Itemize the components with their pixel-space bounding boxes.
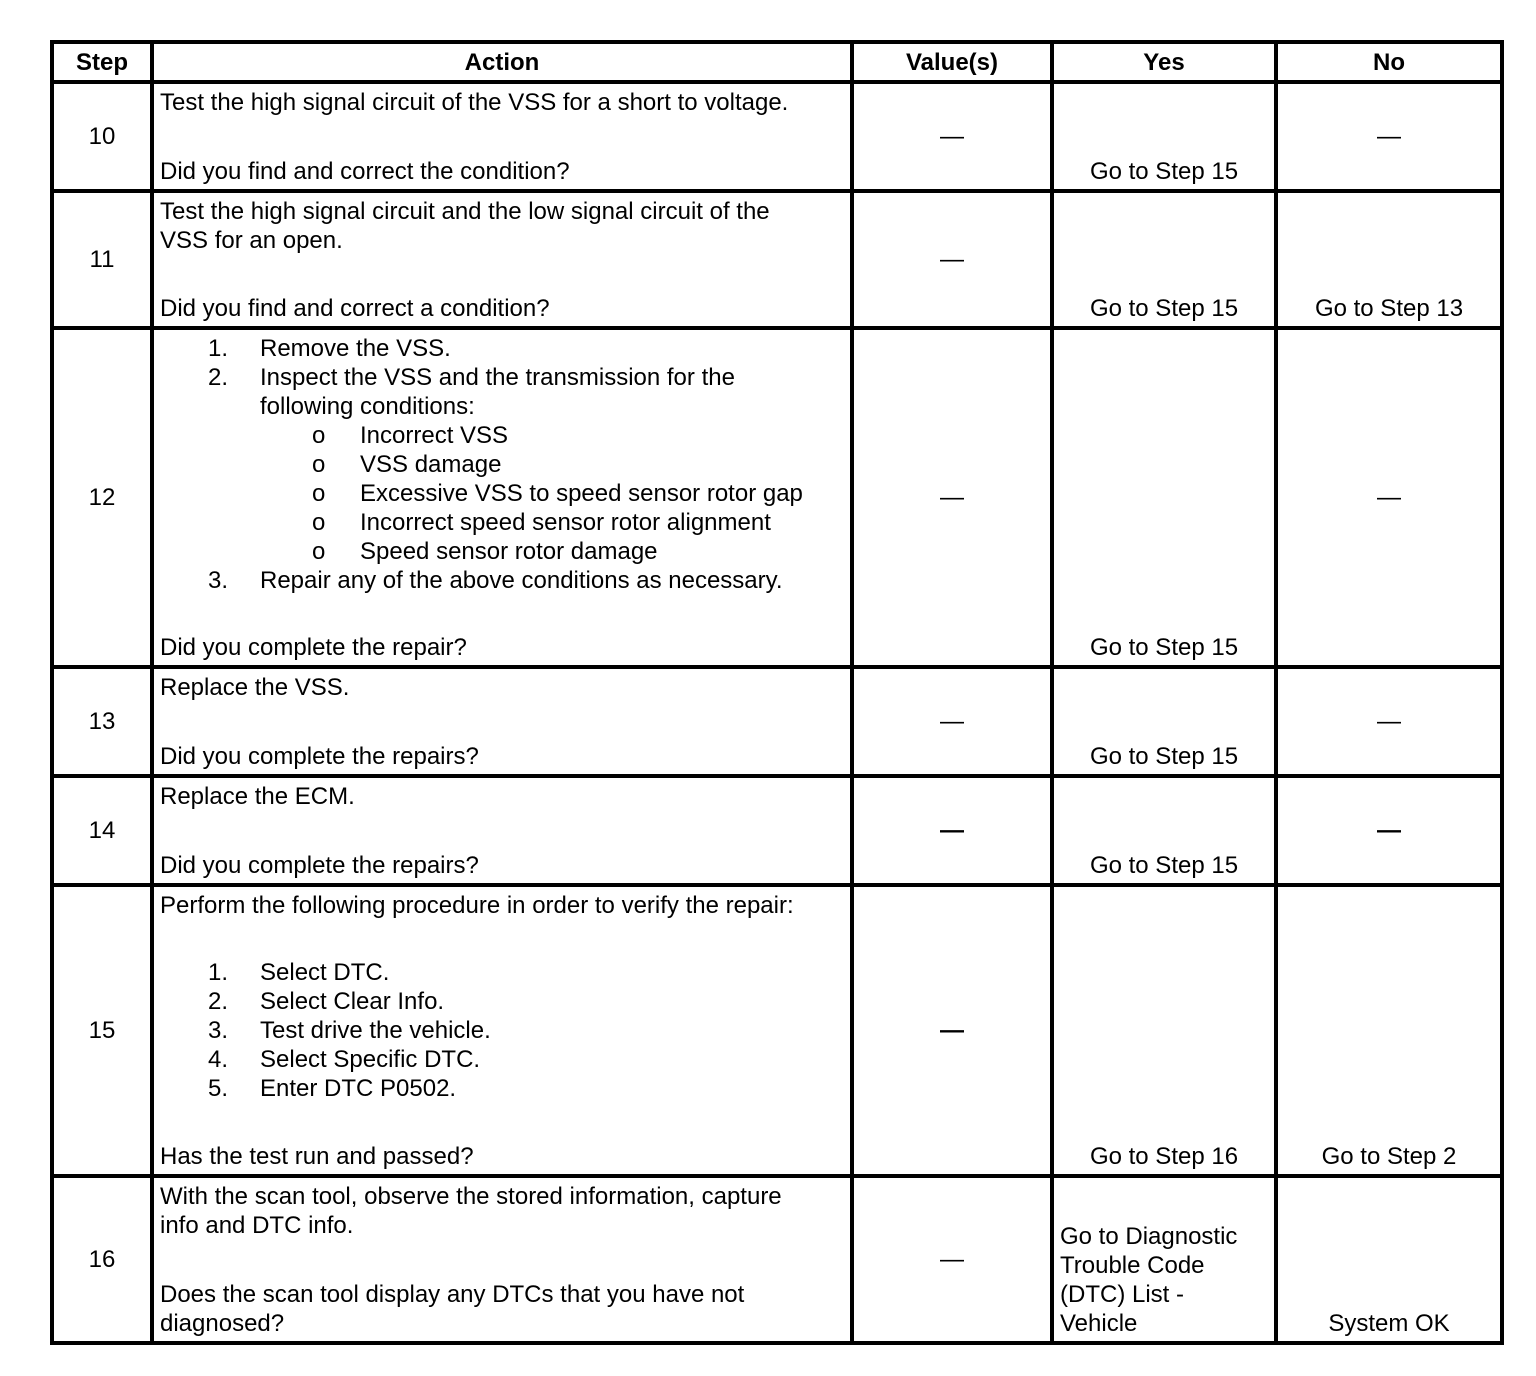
bullet-text: Incorrect VSS	[360, 422, 509, 449]
bullet-item	[160, 508, 844, 537]
no-cell: —	[1276, 328, 1502, 667]
action-question: Does the scan tool display any DTCs that you have not diagnosed?	[160, 1281, 745, 1337]
bullet-text: VSS damage	[360, 451, 502, 478]
value-cell: —	[852, 82, 1052, 191]
no-cell: Go to Step 2	[1276, 885, 1502, 1176]
list-text: Select Clear Info.	[260, 988, 445, 1015]
list-number: 2.	[208, 988, 229, 1015]
yes-cell	[1052, 1176, 1276, 1343]
step-number: 10	[52, 82, 152, 191]
step-number: 13	[52, 667, 152, 776]
no-cell: System OK	[1276, 1176, 1502, 1343]
action-text: Test the high signal circuit and the low signal circuit of the VSS for an open.	[160, 198, 770, 254]
table-row	[52, 328, 1502, 667]
header-no: No	[1276, 42, 1502, 82]
yes-cell: Go to Step 15	[1052, 328, 1276, 667]
value-cell: —	[852, 191, 1052, 328]
yes-cell: Go to Step 16	[1052, 885, 1276, 1176]
action-text: Perform the following procedure in order to verify the repair:	[160, 892, 794, 919]
header-values: Value(s)	[852, 42, 1052, 82]
yes-cell: Go to Step 15	[1052, 191, 1276, 328]
action-cell	[152, 885, 852, 1176]
action-cell	[152, 1176, 852, 1343]
step-number: 15	[52, 885, 152, 1176]
value-cell: —	[852, 885, 1052, 1176]
bullet-mark: o	[312, 509, 326, 536]
table-row	[52, 885, 1502, 1176]
no-cell: —	[1276, 667, 1502, 776]
action-cell	[152, 191, 852, 328]
action-cell	[152, 82, 852, 191]
table-row	[52, 82, 1502, 191]
step-number: 14	[52, 776, 152, 885]
action-text: Test the high signal circuit of the VSS for a short to voltage.	[160, 89, 789, 116]
header-step: Step	[52, 42, 152, 82]
action-question: Has the test run and passed?	[160, 1143, 474, 1170]
action-text: Replace the ECM.	[160, 783, 355, 810]
table-row	[52, 667, 1502, 776]
table-row	[52, 191, 1502, 328]
list-text: Test drive the vehicle.	[260, 1017, 491, 1044]
table-row	[52, 776, 1502, 885]
list-item	[160, 1074, 844, 1103]
list-number: 4.	[208, 1046, 229, 1073]
list-text: Enter DTC P0502.	[260, 1075, 457, 1102]
numbered-list	[160, 958, 844, 1103]
numbered-list	[160, 334, 844, 595]
yes-cell: Go to Step 15	[1052, 82, 1276, 191]
yes-link-text: Go to Diagnostic Trouble Code (DTC) List - Vehicle	[1060, 1223, 1238, 1337]
header-action: Action	[152, 42, 852, 82]
bullet-item	[160, 421, 844, 450]
list-number: 3.	[208, 567, 229, 594]
list-text: Select DTC.	[260, 959, 390, 986]
action-cell	[152, 776, 852, 885]
yes-cell: Go to Step 15	[1052, 667, 1276, 776]
action-question: Did you complete the repairs?	[160, 852, 479, 879]
list-number: 1.	[208, 335, 229, 362]
action-cell	[152, 667, 852, 776]
bullet-text: Incorrect speed sensor rotor alignment	[360, 509, 771, 536]
list-item	[160, 1045, 844, 1074]
list-item	[160, 363, 844, 566]
list-text: Repair any of the above conditions as necessary.	[260, 567, 783, 594]
no-cell: Go to Step 13	[1276, 191, 1502, 328]
bullet-mark: o	[312, 480, 326, 507]
list-text: Inspect the VSS and the transmission for the following conditions:	[260, 364, 735, 420]
bullet-mark: o	[312, 538, 326, 565]
list-number: 1.	[208, 959, 229, 986]
bullet-text: Excessive VSS to speed sensor rotor gap	[360, 480, 803, 507]
action-question: Did you complete the repair?	[160, 634, 467, 661]
action-question: Did you find and correct a condition?	[160, 295, 550, 322]
action-question: Did you complete the repairs?	[160, 743, 479, 770]
list-item	[160, 566, 844, 595]
action-text: With the scan tool, observe the stored information, capture info and DTC info.	[160, 1183, 782, 1239]
bullet-list	[260, 421, 844, 566]
list-text: Select Specific DTC.	[260, 1046, 481, 1073]
action-question: Did you find and correct the condition?	[160, 158, 570, 185]
no-cell: —	[1276, 776, 1502, 885]
value-cell: —	[852, 328, 1052, 667]
action-text: Replace the VSS.	[160, 674, 350, 701]
bullet-mark: o	[312, 451, 326, 478]
list-text: Remove the VSS.	[260, 335, 451, 362]
list-number: 5.	[208, 1075, 229, 1102]
list-item	[160, 334, 844, 363]
list-number: 3.	[208, 1017, 229, 1044]
list-item	[160, 987, 844, 1016]
bullet-text: Speed sensor rotor damage	[360, 538, 658, 565]
header-yes: Yes	[1052, 42, 1276, 82]
value-cell: —	[852, 1176, 1052, 1343]
table-row	[52, 1176, 1502, 1343]
step-number: 16	[52, 1176, 152, 1343]
bullet-mark: o	[312, 422, 326, 449]
diagnostic-table	[50, 40, 1504, 1345]
step-number: 12	[52, 328, 152, 667]
action-cell	[152, 328, 852, 667]
header-row	[52, 42, 1502, 82]
list-item	[160, 1016, 844, 1045]
value-cell: —	[852, 667, 1052, 776]
value-cell: —	[852, 776, 1052, 885]
bullet-item	[160, 537, 844, 566]
step-number: 11	[52, 191, 152, 328]
list-item	[160, 958, 844, 987]
bullet-item	[160, 450, 844, 479]
yes-cell: Go to Step 15	[1052, 776, 1276, 885]
list-number: 2.	[208, 364, 229, 391]
no-cell: —	[1276, 82, 1502, 191]
bullet-item	[160, 479, 844, 508]
